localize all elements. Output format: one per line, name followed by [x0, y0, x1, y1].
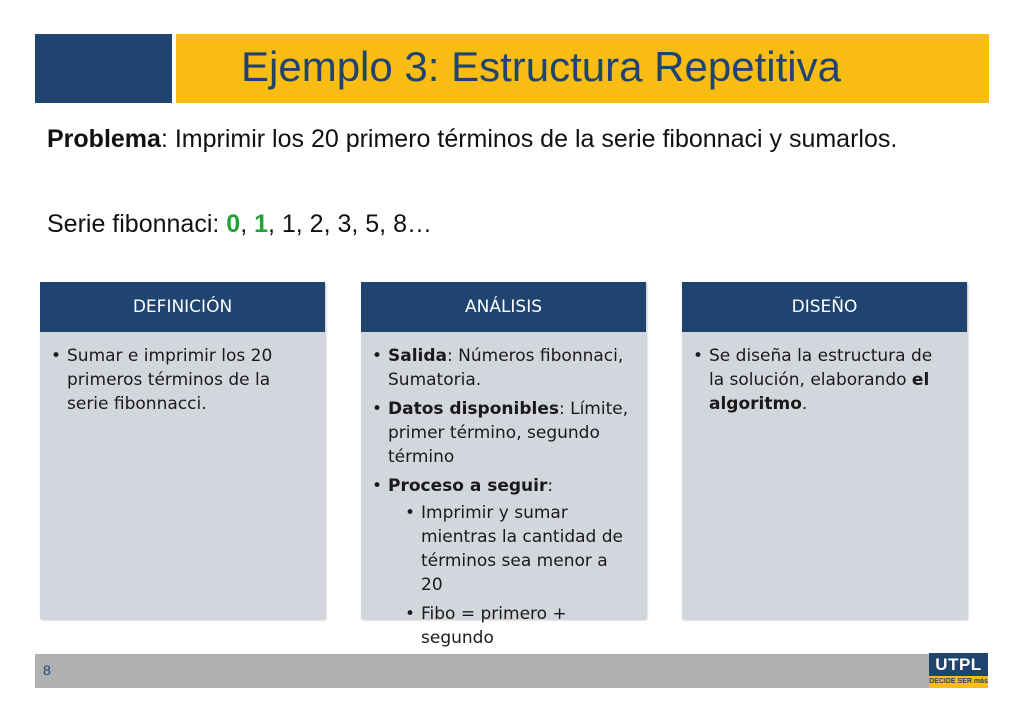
salida-text: : Números fibonnaci, Sumatoria. — [388, 346, 624, 390]
diseno-text-end: . — [801, 394, 808, 414]
diseno-bold: el algoritmo — [709, 370, 930, 414]
serie-second-term: 1 — [254, 210, 268, 238]
proceso-label: Proceso a seguir — [388, 476, 548, 496]
fibonacci-series-line — [47, 207, 432, 241]
serie-first-term: 0 — [226, 210, 241, 238]
card-diseno — [682, 282, 967, 619]
footer-bar — [35, 654, 988, 688]
problem-text: : Imprimir los 20 primero términos de la serie fibonnaci y sumarlos. — [160, 125, 898, 153]
list-item-salida — [371, 344, 630, 392]
datos-text: : Límite, primer término, segundo término — [388, 399, 629, 467]
logo-tagline: DECIDE SER más — [929, 676, 988, 688]
header-blue-block — [35, 34, 172, 103]
serie-separator: , — [240, 210, 255, 238]
problem-label: Problema — [47, 125, 161, 153]
card-analisis — [361, 282, 646, 648]
card-analisis-header: ANÁLISIS — [361, 282, 646, 332]
serie-label: Serie fibonnaci: — [47, 210, 227, 238]
card-definicion — [40, 282, 325, 619]
datos-label: Datos disponibles — [388, 399, 559, 419]
list-item-datos — [371, 397, 630, 469]
problem-statement — [47, 122, 987, 156]
card-diseno-body — [682, 332, 967, 416]
diseno-text: Se diseña la estructura de la solución, elaborando — [709, 346, 933, 390]
list-item — [692, 344, 951, 416]
list-item: • Sumar e imprimir los 20 primeros términos de la serie fibonnacci. — [50, 344, 309, 416]
card-diseno-header: DISEÑO — [682, 282, 967, 332]
logo-name: UTPL — [935, 655, 982, 674]
card-definicion-body — [40, 332, 325, 416]
salida-label: Salida — [388, 346, 448, 366]
serie-rest: , 1, 2, 3, 5, 8… — [268, 210, 432, 238]
utpl-logo — [929, 653, 988, 688]
slide-title: Ejemplo 3: Estructura Repetitiva — [241, 43, 841, 90]
page-number: 8 — [43, 662, 51, 678]
sub-list-item: • Imprimir y sumar mientras la cantidad de términos sea menor a 20 — [404, 501, 630, 597]
sub-list-item: • Fibo = primero + segundo — [404, 602, 630, 650]
list-item-proceso — [371, 474, 630, 650]
card-definicion-header: DEFINICIÓN — [40, 282, 325, 332]
proceso-text: : — [547, 476, 554, 496]
card-analisis-body — [361, 332, 646, 650]
